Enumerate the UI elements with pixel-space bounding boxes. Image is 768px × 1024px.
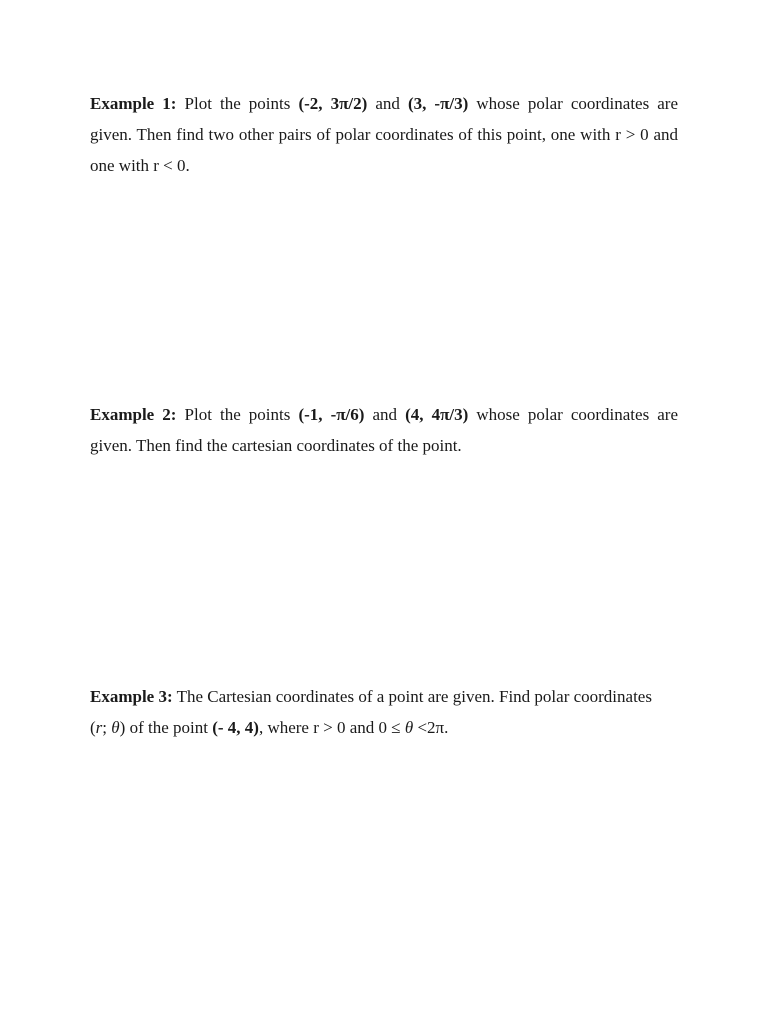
example-3-line-2 (90, 712, 678, 743)
example-2-text: whose polar coordinates are (468, 405, 679, 424)
example-1-text: and (367, 94, 408, 113)
example-3-line-1 (90, 681, 678, 712)
example-1-text: Plot the points (176, 94, 299, 113)
example-3-text: , where r > 0 and 0 ≤ (258, 718, 405, 737)
variable-r: r (95, 718, 103, 737)
example-1-point-1: (-2, 3π/2) (298, 94, 368, 113)
example-3-text: of the point (125, 718, 213, 737)
example-1 (90, 88, 678, 181)
example-1-label: Example 1: (90, 94, 177, 113)
example-2 (90, 399, 678, 461)
example-3-point: (- 4, 4) (212, 718, 259, 737)
example-1-text: whose polar coordinates are (468, 94, 679, 113)
variable-theta: θ (404, 718, 414, 737)
paren-open: ( (90, 718, 96, 737)
example-2-label: Example 2: (90, 405, 177, 424)
example-1-line-1 (90, 88, 678, 119)
separator: ; (102, 718, 112, 737)
example-3 (90, 681, 678, 743)
example-1-line-2: given. Then find two other pairs of polar coordinates of this point, one with r > 0 and (90, 125, 678, 144)
example-2-text: Plot the points (176, 405, 299, 424)
example-2-point-2: (4, 4π/3) (405, 405, 469, 424)
example-2-point-1: (-1, -π/6) (298, 405, 365, 424)
example-2-line-1 (90, 399, 678, 430)
example-3-text: The Cartesian coordinates of a point are given. Find polar coordinates (172, 687, 652, 706)
example-3-label: Example 3: (90, 687, 173, 706)
variable-theta: θ (111, 718, 120, 737)
example-2-line-2: given. Then find the cartesian coordinates of the point. (90, 436, 462, 455)
example-1-point-2: (3, -π/3) (407, 94, 469, 113)
example-3-text: <2π. (413, 718, 449, 737)
example-2-text: and (364, 405, 406, 424)
paren-close: ) (119, 718, 126, 737)
example-1-line-3: one with r < 0. (90, 156, 190, 175)
